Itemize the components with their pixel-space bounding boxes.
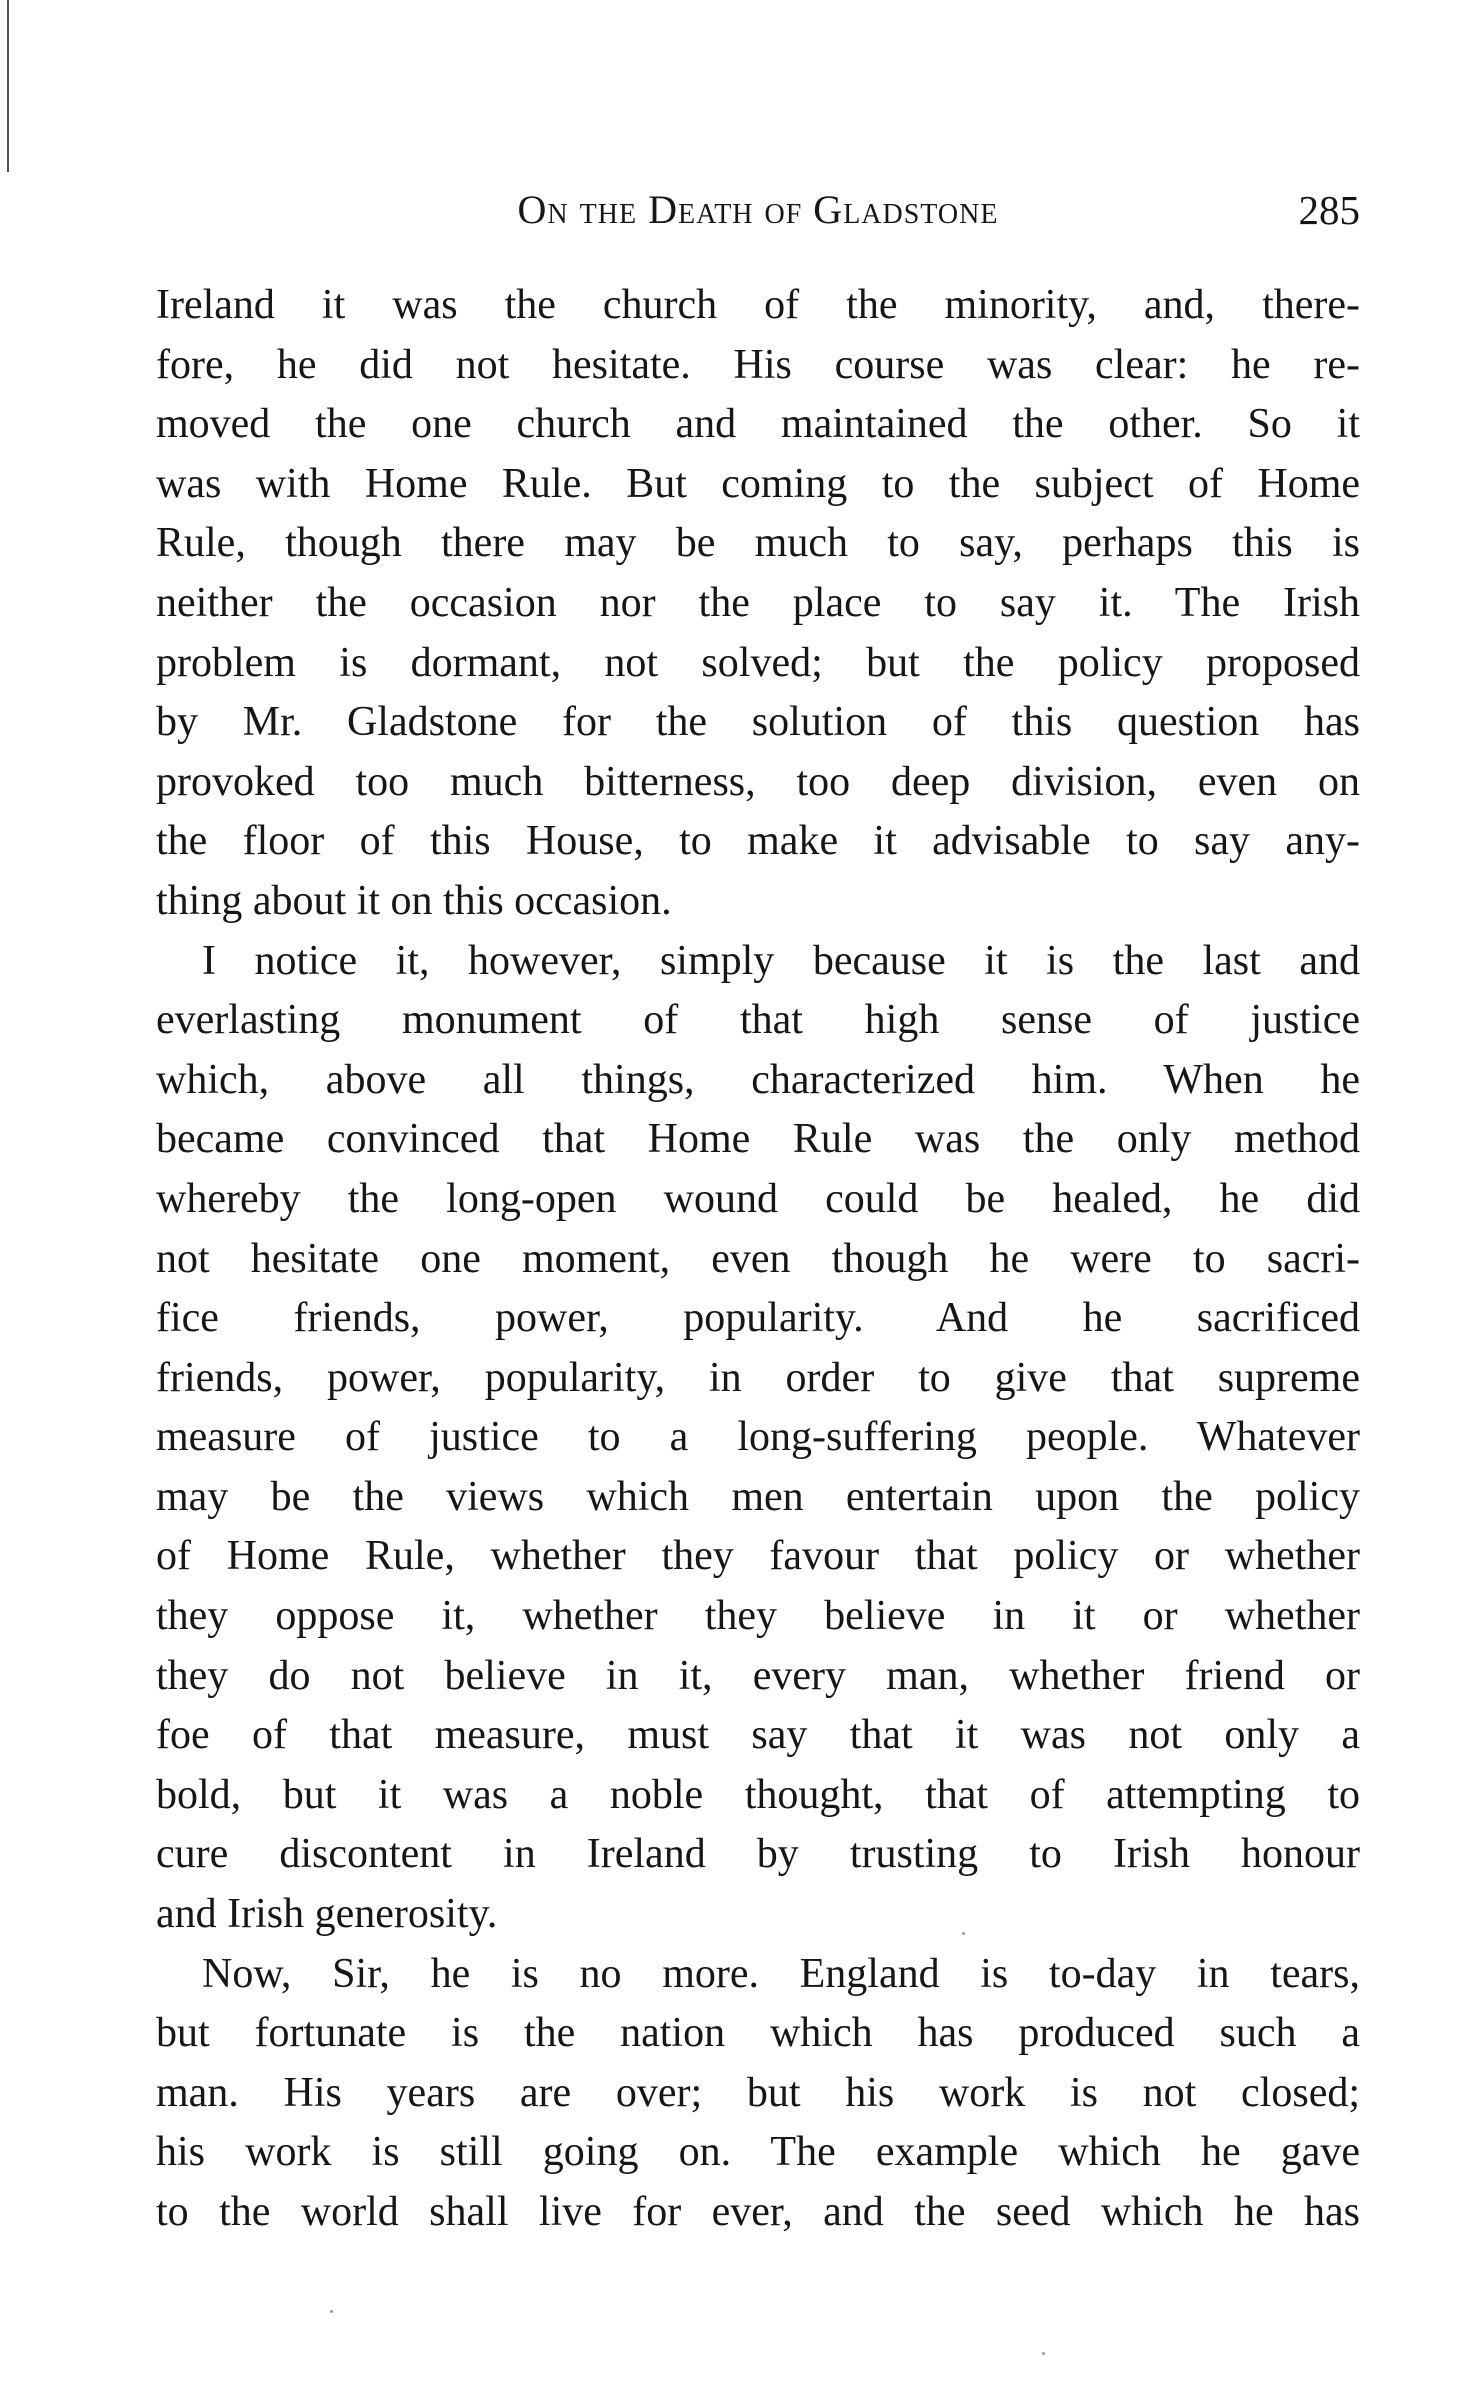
text-line: may be the views which men entertain upon the policy [156,1473,1360,1520]
text-line: Rule, though there may be much to say, perhaps this is [156,520,1360,567]
text-line: his work is still going on. The example which he gave [156,2129,1360,2176]
text-line: I notice it, however, simply because it is the last and [202,937,1360,984]
text-line: bold, but it was a noble thought, that of attempting to [156,1771,1360,1818]
text-line: of Home Rule, whether they favour that policy or whether [156,1533,1360,1580]
text-line: fice friends, power, popularity. And he sacrificed [156,1295,1360,1342]
text-line: thing about it on this occasion. [156,877,672,924]
scan-edge-line [7,0,9,172]
running-title: On the Death of Gladstone [517,187,999,232]
text-line: provoked too much bitterness, too deep division, even on [156,758,1360,805]
text-line: by Mr. Gladstone for the solution of this question has [156,699,1360,746]
text-line: cure discontent in Ireland by trusting to Irish honour [156,1831,1360,1878]
text-line: fore, he did not hesitate. His course was clear: he re- [156,341,1360,388]
text-line: neither the occasion nor the place to say it. The Irish [156,579,1360,626]
text-line: problem is dormant, not solved; but the policy proposed [156,639,1360,686]
text-line: foe of that measure, must say that it was not only a [156,1712,1360,1759]
text-line: to the world shall live for ever, and the seed which he has [156,2189,1360,2235]
text-line: they oppose it, whether they believe in it or whether [156,1593,1360,1640]
text-line: Ireland it was the church of the minority, and, there- [156,282,1360,328]
text-line: they do not believe in it, every man, whether friend or [156,1652,1360,1699]
text-line: man. His years are over; but his work is not closed; [156,2069,1360,2116]
text-line: moved the one church and maintained the other. So it [156,401,1360,448]
scan-speck [1042,2352,1045,2355]
text-line: measure of justice to a long-suffering people. Whatever [156,1414,1360,1461]
body-text [156,276,1360,2243]
text-line: was with Home Rule. But coming to the subject of Home [156,460,1360,507]
running-head [156,186,1360,242]
text-line: the floor of this House, to make it advisable to say any- [156,818,1360,865]
text-line: and Irish generosity. [156,1891,498,1938]
scan-speck [330,2310,333,2313]
text-line: but fortunate is the nation which has produced such a [156,2010,1360,2057]
text-line: not hesitate one moment, even though he were to sacri- [156,1235,1360,1282]
scan-speck [962,1932,965,1935]
page-number: 285 [1298,187,1360,233]
text-line: everlasting monument of that high sense of justice [156,997,1360,1044]
text-line: friends, power, popularity, in order to give that supreme [156,1354,1360,1401]
text-line: Now, Sir, he is no more. England is to-day in tears, [202,1950,1360,1997]
text-line: whereby the long-open wound could be healed, he did [156,1175,1360,1222]
text-line: which, above all things, characterized him. When he [156,1056,1360,1103]
text-line: became convinced that Home Rule was the only method [156,1116,1360,1163]
